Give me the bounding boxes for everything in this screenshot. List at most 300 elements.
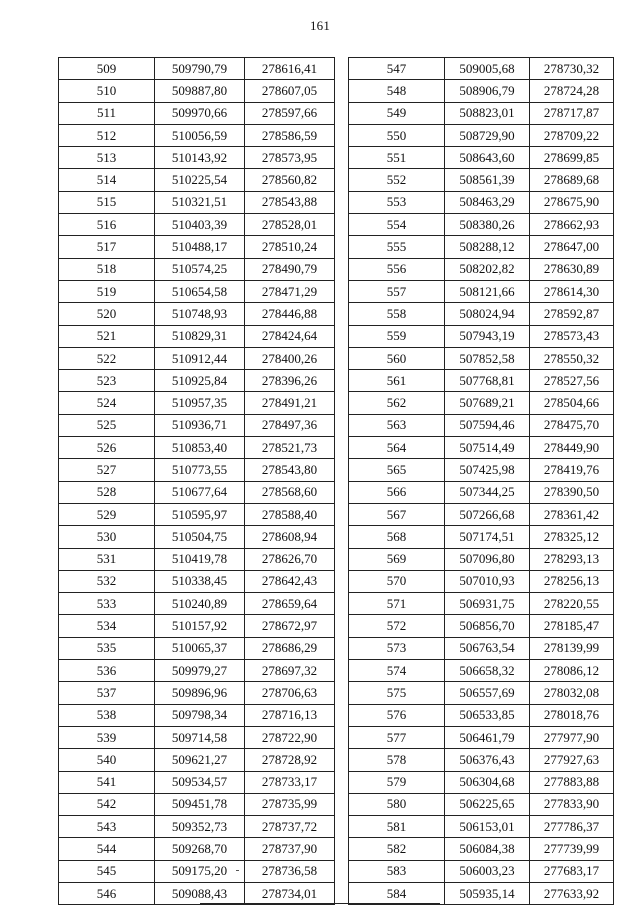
table-row (349, 392, 614, 414)
point-number-cell: 539 (59, 726, 155, 748)
point-number-cell: 551 (349, 147, 445, 169)
table-row (349, 214, 614, 236)
point-number-cell: 525 (59, 414, 155, 436)
table-row (59, 682, 335, 704)
point-number-cell: 546 (59, 882, 155, 904)
y-coordinate-cell: 278560,82 (245, 169, 335, 191)
point-number-cell: 538 (59, 704, 155, 726)
x-coordinate-cell: 506225,65 (445, 793, 530, 815)
x-coordinate-cell: 507096,80 (445, 548, 530, 570)
x-coordinate-cell: 506658,32 (445, 660, 530, 682)
table-row (349, 570, 614, 592)
x-coordinate-cell: 510321,51 (155, 191, 245, 213)
point-number-cell: 552 (349, 169, 445, 191)
table-row (349, 437, 614, 459)
x-coordinate-cell: 507689,21 (445, 392, 530, 414)
x-coordinate-cell: 510912,44 (155, 347, 245, 369)
x-coordinate-cell: 505935,14 (445, 882, 530, 904)
table-row (349, 882, 614, 904)
table-row (59, 147, 335, 169)
x-coordinate-cell: 510574,25 (155, 258, 245, 280)
point-number-cell: 523 (59, 370, 155, 392)
x-coordinate-cell: 509451,78 (155, 793, 245, 815)
x-coordinate-cell: 510936,71 (155, 414, 245, 436)
point-number-cell: 570 (349, 570, 445, 592)
x-coordinate-cell: 509970,66 (155, 102, 245, 124)
point-number-cell: 543 (59, 816, 155, 838)
point-number-cell: 531 (59, 548, 155, 570)
table-row (349, 414, 614, 436)
point-number-cell: 571 (349, 593, 445, 615)
x-coordinate-cell: 506763,54 (445, 637, 530, 659)
point-number-cell: 567 (349, 503, 445, 525)
y-coordinate-cell: 278735,99 (245, 793, 335, 815)
table-row (59, 570, 335, 592)
y-coordinate-cell: 278736,58 (245, 860, 335, 882)
table-row (59, 793, 335, 815)
point-number-cell: 548 (349, 80, 445, 102)
y-coordinate-cell: 278672,97 (245, 615, 335, 637)
y-coordinate-cell: 278659,64 (245, 593, 335, 615)
point-number-cell: 545 (59, 860, 155, 882)
x-coordinate-cell: 509268,70 (155, 838, 245, 860)
point-number-cell: 509 (59, 58, 155, 80)
point-number-cell: 574 (349, 660, 445, 682)
table-row (59, 882, 335, 904)
x-coordinate-cell: 508288,12 (445, 236, 530, 258)
y-coordinate-cell: 278504,66 (530, 392, 614, 414)
y-coordinate-cell: 278497,36 (245, 414, 335, 436)
point-number-cell: 518 (59, 258, 155, 280)
x-coordinate-cell: 507174,51 (445, 526, 530, 548)
x-coordinate-cell: 509005,68 (445, 58, 530, 80)
point-number-cell: 568 (349, 526, 445, 548)
y-coordinate-cell: 278689,68 (530, 169, 614, 191)
y-coordinate-cell: 278662,93 (530, 214, 614, 236)
scan-speck (236, 870, 239, 871)
x-coordinate-cell: 509534,57 (155, 771, 245, 793)
x-coordinate-cell: 510677,64 (155, 481, 245, 503)
y-coordinate-cell: 278737,72 (245, 816, 335, 838)
point-number-cell: 524 (59, 392, 155, 414)
x-coordinate-cell: 507768,81 (445, 370, 530, 392)
table-row (59, 414, 335, 436)
point-number-cell: 515 (59, 191, 155, 213)
table-row (349, 325, 614, 347)
x-coordinate-cell: 506304,68 (445, 771, 530, 793)
y-coordinate-cell: 278293,13 (530, 548, 614, 570)
point-number-cell: 542 (59, 793, 155, 815)
y-coordinate-cell: 278724,28 (530, 80, 614, 102)
table-row (59, 459, 335, 481)
x-coordinate-cell: 510056,59 (155, 124, 245, 146)
point-number-cell: 564 (349, 437, 445, 459)
y-coordinate-cell: 278390,50 (530, 481, 614, 503)
y-coordinate-cell: 278521,73 (245, 437, 335, 459)
table-row (349, 58, 614, 80)
y-coordinate-cell: 278573,95 (245, 147, 335, 169)
y-coordinate-cell: 278737,90 (245, 838, 335, 860)
x-coordinate-cell: 509352,73 (155, 816, 245, 838)
x-coordinate-cell: 509979,27 (155, 660, 245, 682)
y-coordinate-cell: 278550,32 (530, 347, 614, 369)
point-number-cell: 573 (349, 637, 445, 659)
x-coordinate-cell: 507852,58 (445, 347, 530, 369)
y-coordinate-cell: 278717,87 (530, 102, 614, 124)
x-coordinate-cell: 510143,92 (155, 147, 245, 169)
point-number-cell: 565 (349, 459, 445, 481)
table-row (59, 838, 335, 860)
y-coordinate-cell: 278400,26 (245, 347, 335, 369)
point-number-cell: 520 (59, 303, 155, 325)
table-row (349, 682, 614, 704)
y-coordinate-cell: 278325,12 (530, 526, 614, 548)
point-number-cell: 544 (59, 838, 155, 860)
x-coordinate-cell: 510157,92 (155, 615, 245, 637)
point-number-cell: 553 (349, 191, 445, 213)
y-coordinate-cell: 278586,59 (245, 124, 335, 146)
x-coordinate-cell: 510829,31 (155, 325, 245, 347)
point-number-cell: 569 (349, 548, 445, 570)
y-coordinate-cell: 278592,87 (530, 303, 614, 325)
table-row (349, 459, 614, 481)
y-coordinate-cell: 278446,88 (245, 303, 335, 325)
table-row (349, 771, 614, 793)
y-coordinate-cell: 277786,37 (530, 816, 614, 838)
table-row (349, 347, 614, 369)
point-number-cell: 583 (349, 860, 445, 882)
table-row (349, 816, 614, 838)
point-number-cell: 530 (59, 526, 155, 548)
table-row (349, 749, 614, 771)
x-coordinate-cell: 508729,90 (445, 124, 530, 146)
x-coordinate-cell: 507943,19 (445, 325, 530, 347)
point-number-cell: 522 (59, 347, 155, 369)
y-coordinate-cell: 277633,92 (530, 882, 614, 904)
y-coordinate-cell: 278185,47 (530, 615, 614, 637)
x-coordinate-cell: 508024,94 (445, 303, 530, 325)
point-number-cell: 579 (349, 771, 445, 793)
y-coordinate-cell: 278490,79 (245, 258, 335, 280)
point-number-cell: 576 (349, 704, 445, 726)
x-coordinate-cell: 508561,39 (445, 169, 530, 191)
x-coordinate-cell: 506931,75 (445, 593, 530, 615)
table-row (59, 392, 335, 414)
y-coordinate-cell: 278675,90 (530, 191, 614, 213)
point-number-cell: 512 (59, 124, 155, 146)
y-coordinate-cell: 277683,17 (530, 860, 614, 882)
table-row (349, 860, 614, 882)
x-coordinate-cell: 506153,01 (445, 816, 530, 838)
y-coordinate-cell: 278396,26 (245, 370, 335, 392)
x-coordinate-cell: 510225,54 (155, 169, 245, 191)
table-row (59, 481, 335, 503)
point-number-cell: 560 (349, 347, 445, 369)
table-row (349, 169, 614, 191)
x-coordinate-cell: 506533,85 (445, 704, 530, 726)
table-row (59, 325, 335, 347)
coordinates-table-left (58, 57, 335, 905)
table-row (59, 704, 335, 726)
point-number-cell: 519 (59, 280, 155, 302)
x-coordinate-cell: 507514,49 (445, 437, 530, 459)
x-coordinate-cell: 507425,98 (445, 459, 530, 481)
y-coordinate-cell: 278543,80 (245, 459, 335, 481)
y-coordinate-cell: 277739,99 (530, 838, 614, 860)
x-coordinate-cell: 508463,29 (445, 191, 530, 213)
y-coordinate-cell: 278626,70 (245, 548, 335, 570)
table-row (59, 637, 335, 659)
x-coordinate-cell: 508823,01 (445, 102, 530, 124)
y-coordinate-cell: 278449,90 (530, 437, 614, 459)
point-number-cell: 578 (349, 749, 445, 771)
y-coordinate-cell: 278543,88 (245, 191, 335, 213)
y-coordinate-cell: 278608,94 (245, 526, 335, 548)
y-coordinate-cell: 278139,99 (530, 637, 614, 659)
x-coordinate-cell: 510065,37 (155, 637, 245, 659)
table-row (59, 771, 335, 793)
y-coordinate-cell: 278510,24 (245, 236, 335, 258)
x-coordinate-cell: 509621,27 (155, 749, 245, 771)
point-number-cell: 532 (59, 570, 155, 592)
point-number-cell: 582 (349, 838, 445, 860)
x-coordinate-cell: 510654,58 (155, 280, 245, 302)
x-coordinate-cell: 506003,23 (445, 860, 530, 882)
x-coordinate-cell: 510595,97 (155, 503, 245, 525)
table-row (349, 370, 614, 392)
table-row (59, 816, 335, 838)
x-coordinate-cell: 508643,60 (445, 147, 530, 169)
y-coordinate-cell: 277977,90 (530, 726, 614, 748)
point-number-cell: 547 (349, 58, 445, 80)
point-number-cell: 534 (59, 615, 155, 637)
table-row (349, 793, 614, 815)
x-coordinate-cell: 506461,79 (445, 726, 530, 748)
point-number-cell: 526 (59, 437, 155, 459)
point-number-cell: 584 (349, 882, 445, 904)
y-coordinate-cell: 278686,29 (245, 637, 335, 659)
table-row (349, 236, 614, 258)
point-number-cell: 537 (59, 682, 155, 704)
point-number-cell: 510 (59, 80, 155, 102)
table-row (349, 637, 614, 659)
y-coordinate-cell: 278642,43 (245, 570, 335, 592)
point-number-cell: 536 (59, 660, 155, 682)
y-coordinate-cell: 278256,13 (530, 570, 614, 592)
x-coordinate-cell: 506856,70 (445, 615, 530, 637)
y-coordinate-cell: 278588,40 (245, 503, 335, 525)
table-row (349, 526, 614, 548)
point-number-cell: 513 (59, 147, 155, 169)
point-number-cell: 529 (59, 503, 155, 525)
table-row (349, 548, 614, 570)
point-number-cell: 562 (349, 392, 445, 414)
x-coordinate-cell: 507010,93 (445, 570, 530, 592)
page-number: 161 (309, 18, 331, 33)
table-row (59, 860, 335, 882)
point-number-cell: 563 (349, 414, 445, 436)
point-number-cell: 517 (59, 236, 155, 258)
table-row (59, 548, 335, 570)
x-coordinate-cell: 510504,75 (155, 526, 245, 548)
table-row (349, 481, 614, 503)
point-number-cell: 550 (349, 124, 445, 146)
x-coordinate-cell: 506557,69 (445, 682, 530, 704)
y-coordinate-cell: 278471,29 (245, 280, 335, 302)
y-coordinate-cell: 278475,70 (530, 414, 614, 436)
table-row (59, 615, 335, 637)
x-coordinate-cell: 510338,45 (155, 570, 245, 592)
point-number-cell: 556 (349, 258, 445, 280)
x-coordinate-cell: 507266,68 (445, 503, 530, 525)
table-row (349, 303, 614, 325)
y-coordinate-cell: 278597,66 (245, 102, 335, 124)
point-number-cell: 577 (349, 726, 445, 748)
y-coordinate-cell: 277833,90 (530, 793, 614, 815)
x-coordinate-cell: 506376,43 (445, 749, 530, 771)
x-coordinate-cell: 509175,20 (155, 860, 245, 882)
point-number-cell: 575 (349, 682, 445, 704)
y-coordinate-cell: 278699,85 (530, 147, 614, 169)
y-coordinate-cell: 278527,56 (530, 370, 614, 392)
table-row (59, 169, 335, 191)
y-coordinate-cell: 278647,00 (530, 236, 614, 258)
point-number-cell: 554 (349, 214, 445, 236)
table-row (349, 80, 614, 102)
y-coordinate-cell: 278734,01 (245, 882, 335, 904)
table-row (59, 124, 335, 146)
x-coordinate-cell: 508380,26 (445, 214, 530, 236)
table-row (59, 214, 335, 236)
y-coordinate-cell: 278730,32 (530, 58, 614, 80)
x-coordinate-cell: 510403,39 (155, 214, 245, 236)
point-number-cell: 580 (349, 793, 445, 815)
x-coordinate-cell: 510773,55 (155, 459, 245, 481)
y-coordinate-cell: 278616,41 (245, 58, 335, 80)
table-row (59, 303, 335, 325)
table-row (349, 838, 614, 860)
x-coordinate-cell: 506084,38 (445, 838, 530, 860)
x-coordinate-cell: 509714,58 (155, 726, 245, 748)
point-number-cell: 511 (59, 102, 155, 124)
table-row (59, 726, 335, 748)
x-coordinate-cell: 508121,66 (445, 280, 530, 302)
x-coordinate-cell: 508906,79 (445, 80, 530, 102)
table-row (59, 660, 335, 682)
y-coordinate-cell: 278491,21 (245, 392, 335, 414)
y-coordinate-cell: 278032,08 (530, 682, 614, 704)
x-coordinate-cell: 510925,84 (155, 370, 245, 392)
table-row (59, 347, 335, 369)
x-coordinate-cell: 509887,80 (155, 80, 245, 102)
y-coordinate-cell: 278573,43 (530, 325, 614, 347)
table-row (59, 749, 335, 771)
x-coordinate-cell: 507344,25 (445, 481, 530, 503)
point-number-cell: 561 (349, 370, 445, 392)
y-coordinate-cell: 278419,76 (530, 459, 614, 481)
y-coordinate-cell: 278728,92 (245, 749, 335, 771)
table-row (349, 660, 614, 682)
y-coordinate-cell: 278614,30 (530, 280, 614, 302)
table-row (349, 503, 614, 525)
y-coordinate-cell: 278361,42 (530, 503, 614, 525)
table-row (59, 280, 335, 302)
point-number-cell: 581 (349, 816, 445, 838)
y-coordinate-cell: 278528,01 (245, 214, 335, 236)
point-number-cell: 566 (349, 481, 445, 503)
table-row (349, 615, 614, 637)
table-row (349, 726, 614, 748)
table-row (59, 258, 335, 280)
x-coordinate-cell: 510957,35 (155, 392, 245, 414)
y-coordinate-cell: 278568,60 (245, 481, 335, 503)
table-row (349, 280, 614, 302)
table-row (59, 58, 335, 80)
y-coordinate-cell: 278709,22 (530, 124, 614, 146)
table-row (59, 526, 335, 548)
y-coordinate-cell: 278018,76 (530, 704, 614, 726)
point-number-cell: 572 (349, 615, 445, 637)
x-coordinate-cell: 510240,89 (155, 593, 245, 615)
x-coordinate-cell: 510488,17 (155, 236, 245, 258)
y-coordinate-cell: 277927,63 (530, 749, 614, 771)
x-coordinate-cell: 507594,46 (445, 414, 530, 436)
table-row (349, 147, 614, 169)
y-coordinate-cell: 278630,89 (530, 258, 614, 280)
point-number-cell: 541 (59, 771, 155, 793)
point-number-cell: 514 (59, 169, 155, 191)
x-coordinate-cell: 509790,79 (155, 58, 245, 80)
y-coordinate-cell: 278607,05 (245, 80, 335, 102)
table-row (349, 102, 614, 124)
point-number-cell: 557 (349, 280, 445, 302)
table-row (59, 102, 335, 124)
y-coordinate-cell: 278706,63 (245, 682, 335, 704)
table-row (349, 124, 614, 146)
point-number-cell: 540 (59, 749, 155, 771)
table-row (59, 503, 335, 525)
point-number-cell: 558 (349, 303, 445, 325)
point-number-cell: 535 (59, 637, 155, 659)
table-row (59, 80, 335, 102)
table-row (349, 704, 614, 726)
table-row (59, 236, 335, 258)
y-coordinate-cell: 278697,32 (245, 660, 335, 682)
point-number-cell: 559 (349, 325, 445, 347)
y-coordinate-cell: 278424,64 (245, 325, 335, 347)
x-coordinate-cell: 510419,78 (155, 548, 245, 570)
point-number-cell: 533 (59, 593, 155, 615)
table-row (59, 370, 335, 392)
table-row (59, 593, 335, 615)
table-row (59, 191, 335, 213)
x-coordinate-cell: 508202,82 (445, 258, 530, 280)
x-coordinate-cell: 510853,40 (155, 437, 245, 459)
coordinates-table-right (348, 57, 614, 905)
x-coordinate-cell: 509088,43 (155, 882, 245, 904)
table-row (349, 593, 614, 615)
footer-rule (200, 903, 440, 904)
point-number-cell: 555 (349, 236, 445, 258)
y-coordinate-cell: 278722,90 (245, 726, 335, 748)
point-number-cell: 528 (59, 481, 155, 503)
x-coordinate-cell: 509896,96 (155, 682, 245, 704)
y-coordinate-cell: 278733,17 (245, 771, 335, 793)
table-row (59, 437, 335, 459)
y-coordinate-cell: 278716,13 (245, 704, 335, 726)
point-number-cell: 527 (59, 459, 155, 481)
table-row (349, 258, 614, 280)
